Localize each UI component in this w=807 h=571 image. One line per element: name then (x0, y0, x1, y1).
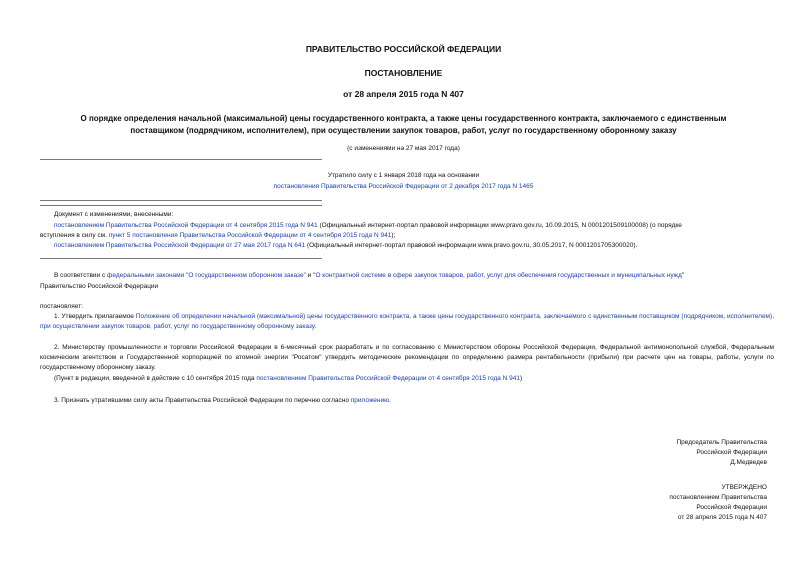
paragraph-3-text: 3. Признать утратившими силу акты Правительства Российской Федерации по перечню согласно (54, 397, 351, 404)
preamble-text: " (681, 272, 685, 279)
amendment-1-cont-end: ); (391, 232, 396, 239)
preamble-text: и " (305, 272, 316, 279)
amended-note: (с изменениями на 27 мая 2017 года) (347, 145, 460, 152)
government-heading: ПРАВИТЕЛЬСТВО РОССИЙСКОЙ ФЕДЕРАЦИИ (305, 44, 502, 54)
approval-line-2: постановлением Правительства (669, 494, 767, 501)
separator-line (40, 258, 322, 259)
void-notice-line: Утратило силу с 1 января 2018 года на основании (327, 172, 480, 179)
title-line-1: О порядке определения начальной (максимальной) цены государственного контракта, а также цены государственного контракта, заключаемого с единственным (80, 114, 727, 123)
title-line-2: поставщиком (подрядчиком, исполнителем), при осуществлении закупок товаров, работ, услуг по государственному оборонному заказу (130, 126, 677, 135)
preamble-line-2: Правительство Российской Федерации (40, 283, 159, 290)
defence-order-law-link[interactable]: федеральными законами "О государственном оборонном заказе" (107, 272, 306, 279)
doc-type-heading: ПОСТАНОВЛЕНИЕ (364, 68, 443, 78)
resolves-label: постановляет: (40, 303, 83, 310)
separator-line (40, 205, 322, 206)
amendment-item-1 (54, 221, 774, 231)
preamble-text: В соответствии с (54, 272, 108, 279)
contract-system-law-link[interactable]: О контрактной системе в сфере закупок товаров, работ, услуг для обеспечения государственных и муниципальных нужд (315, 272, 682, 279)
amendment-item-2 (54, 241, 774, 251)
amendment-1-link[interactable]: постановлением Правительства Российской Федерации от 4 сентября 2015 года N 941 (54, 222, 318, 229)
paragraph-1-text: . (314, 323, 317, 330)
paragraph-1-text: 1. Утвердить прилагаемое (54, 313, 136, 320)
amendment-1-text: (Официальный интернет-портал правовой информации www.pravo.gov.ru, 10.09.2015, N 0001201509100008) (о порядке (317, 222, 682, 229)
note-text: ) (520, 375, 523, 382)
note-decree-link[interactable]: постановлением Правительства Российской Федерации от 4 сентября 2015 года N 941 (256, 375, 521, 382)
amendment-2-link[interactable]: постановлением Правительства Российской Федерации от 27 мая 2017 года N 641 (54, 242, 306, 249)
signature-line-3: Д.Медведев (730, 459, 767, 466)
amendment-1-entry-link[interactable]: пункт 5 постановления Правительства Российской Федерации от 4 сентября 2015 года N 941 (108, 232, 392, 239)
signature-line-1: Председатель Правительства (676, 439, 767, 446)
paragraph-3 (54, 396, 774, 406)
regulation-link[interactable]: Положение об определении начальной (максимальной) цены государственного контракта, а также цены государственного контракта, заключаемого с единственным поставщиком (подрядчиком, исполнителем), при осуществлении закупок товаров, работ, услуг по государственному оборонному заказу (40, 313, 774, 330)
approval-line-3: Российской Федерации (696, 504, 767, 511)
separator-line (40, 200, 322, 201)
paragraph-preamble (54, 271, 774, 281)
amendment-item-1-continued (40, 231, 774, 241)
separator-line (40, 159, 322, 160)
amendments-intro: Документ с изменениями, внесенными: (54, 211, 174, 218)
document-title (30, 113, 777, 137)
signature-block (676, 438, 767, 468)
paragraph-3-text: . (389, 397, 391, 404)
void-notice-link-line (30, 182, 777, 192)
amendment-1-cont-text: вступления в силу см. (40, 232, 109, 239)
paragraph-1 (40, 312, 774, 332)
approval-line-1: УТВЕРЖДЕНО (721, 484, 767, 491)
paragraph-2: 2. Министерству промышленности и торговли Российской Федерации в 6-месячный срок разработать и по согласованию с Министерством обороны Российской Федерации, Федеральной антимонопольной службой, Федеральным космическим агентством и Государственной корпорацией по атомной энергии "Росатом" утвердить методические рекомендации по определению размера рентабельности (прибыли) при расчете цен на товары, работы, услуги по государственному оборонному заказу. (40, 344, 774, 371)
appendix-link[interactable]: приложению (350, 397, 389, 404)
paragraph-2-note (54, 374, 774, 384)
approval-line-4: от 28 апреля 2015 года N 407 (677, 514, 767, 521)
amendment-2-text: (Официальный интернет-портал правовой информации www.pravo.gov.ru, 30.05.2017, N 0001201705300020). (305, 242, 638, 249)
note-text: (Пункт в редакции, введенной в действие с 10 сентября 2015 года (54, 375, 257, 382)
approval-block (669, 483, 767, 523)
date-number: от 28 апреля 2015 года N 407 (343, 89, 464, 99)
signature-line-2: Российской Федерации (696, 449, 767, 456)
void-decree-link[interactable]: постановления Правительства Российской Федерации от 2 декабря 2017 года N 1465 (273, 183, 534, 190)
